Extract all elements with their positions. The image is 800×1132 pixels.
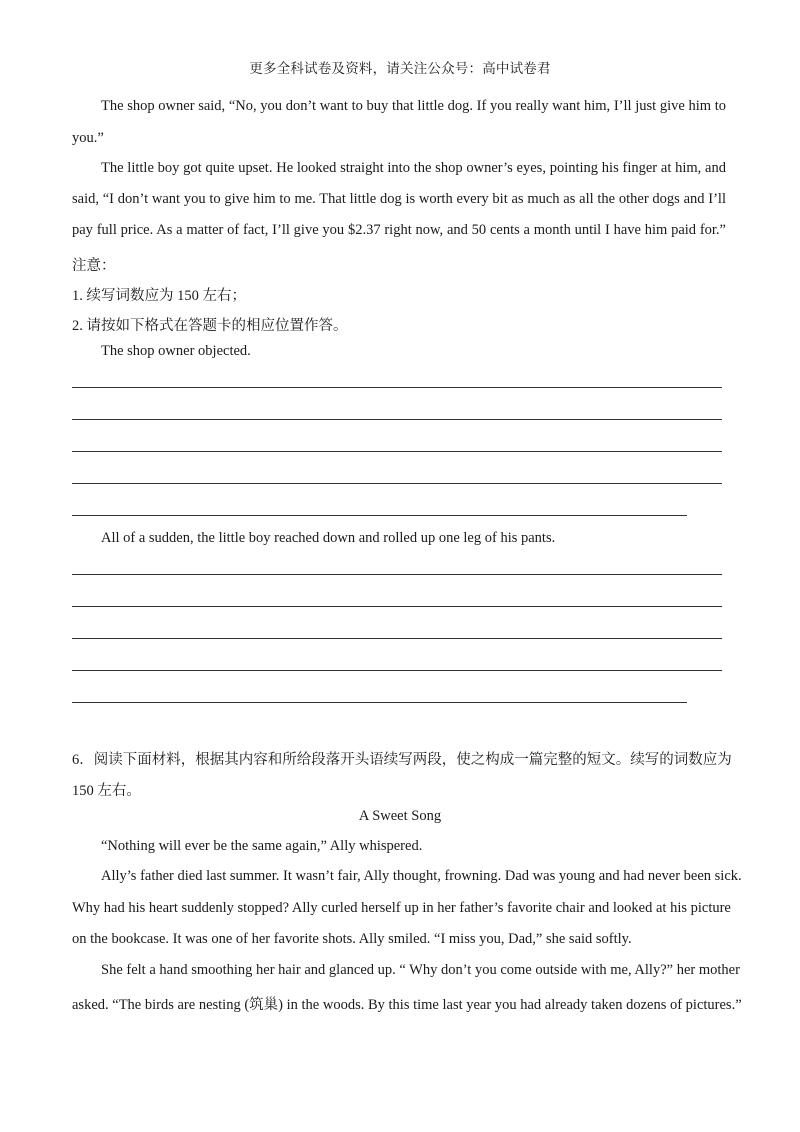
writing-line [72,483,722,484]
paragraph-line: pay full price. As a matter of fact, I’ll give you $2.37 right now, and 50 cents a month until I have him paid for.” [72,222,726,238]
writing-line [72,419,722,420]
writing-line [72,451,722,452]
continuation-prompt: The shop owner objected. [101,343,251,359]
story-title: A Sweet Song [358,808,442,824]
note-item: 1. 续写词数应为 150 左右； [72,288,246,304]
continuation-prompt: All of a sudden, the little boy reached down and rolled up one leg of his pants. [101,530,556,546]
writing-line [72,574,722,575]
paragraph-line: The shop owner said, “No, you don’t want to buy that little dog. If you really want him, I’ll just give him to [101,98,726,114]
notes-label: 注意： [72,258,116,274]
paragraph-line: The little boy got quite upset. He looked straight into the shop owner’s eyes, pointing his finger at him, and [101,160,726,176]
paragraph-line: “Nothing will ever be the same again,” Ally whispered. [101,838,423,854]
paragraph-line: said, “I don’t want you to give him to me. That little dog is worth every bit as much as all the other dogs and I’ll [72,191,726,207]
question-instruction: 6．阅读下面材料，根据其内容和所给段落开头语续写两段，使之构成一篇完整的短文。续写的词数应为 [72,752,732,768]
paragraph-line: She felt a hand smoothing her hair and glanced up. “ Why don’t you come outside with me, Ally?” her mother [101,962,740,978]
question-instruction: 150 左右。 [72,783,141,799]
writing-line [72,515,687,516]
paragraph-line: on the bookcase. It was one of her favorite shots. Ally smiled. “I miss you, Dad,” she said softly. [72,931,632,947]
paragraph-line: you.” [72,130,104,146]
writing-line [72,702,687,703]
paragraph-line: Ally’s father died last summer. It wasn’t fair, Ally thought, frowning. Dad was young and had never been sick. [101,868,742,884]
paragraph-line: asked. “The birds are nesting (筑巢) in the woods. By this time last year you had already taken dozens of pictures.” [72,997,742,1013]
note-item: 2. 请按如下格式在答题卡的相应位置作答。 [72,318,348,334]
writing-line [72,387,722,388]
writing-line [72,670,722,671]
page-header: 更多全科试卷及资料，请关注公众号：高中试卷君 [249,61,551,76]
writing-line [72,606,722,607]
paragraph-line: Why had his heart suddenly stopped? Ally curled herself up in her father’s favorite chair and looked at his picture [72,900,731,916]
writing-line [72,638,722,639]
